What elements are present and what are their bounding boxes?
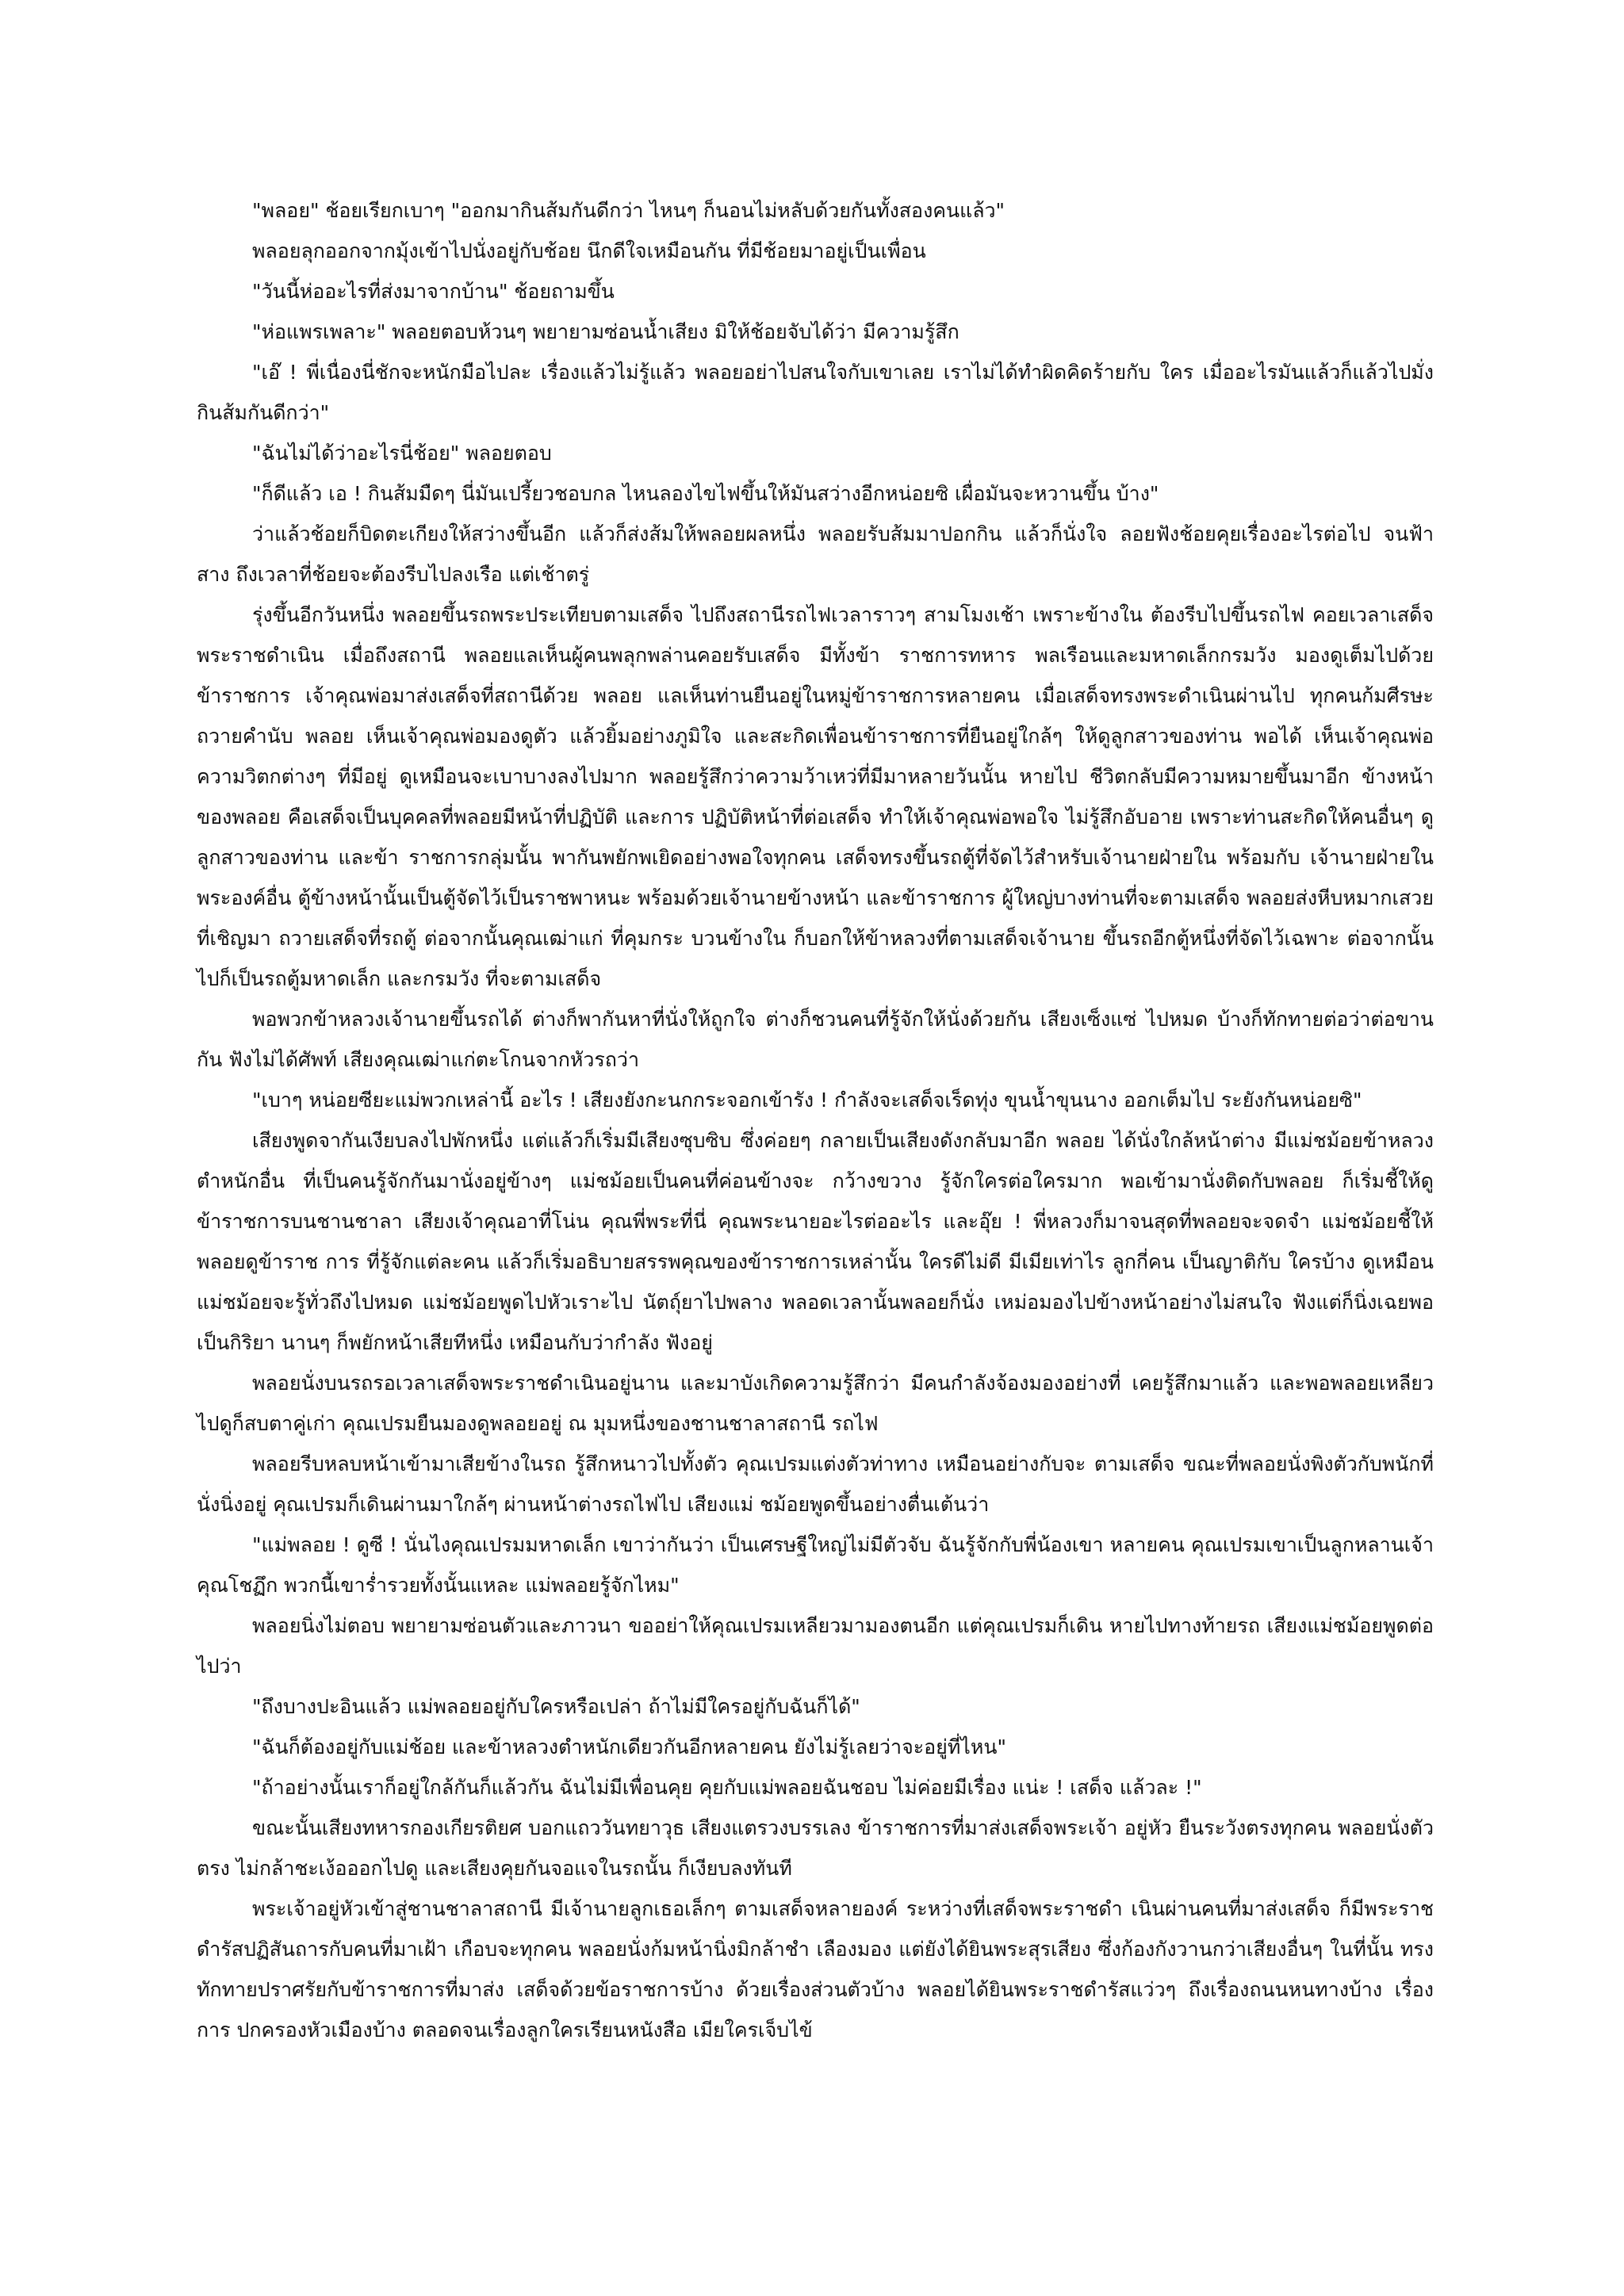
paragraph-11: "เบาๆ หน่อยซียะแม่พวกเหล่านี้ อะไร ! เสียงยังกะนกกระจอกเข้ารัง ! กำลังจะเสด็จเร็ดทุ่ง ขุนน้ำขุนนาง ออกเต็มไป ระยังกันหน่อยซิ" [252,1089,1362,1112]
paragraph-5: "เอ๊ ! พี่เนื่องนี่ชักจะหนักมือไปละ เรื่องแล้วไม่รู้แล้ว พลอยอย่าไปสนใจกับเขาเลย เราไม่ได้ทำผิดคิดร้ายกับ ใคร เมื่ออะไรมันแล้วก็แล้วไปมั่ง กินส้มกันดีกว่า" [197,361,1434,424]
paragraph-16: พลอยนิ่งไม่ตอบ พยายามซ่อนตัวและภาวนา ขออย่าให้คุณเปรมเหลียวมามองตนอีก แต่คุณเปรมก็เดิน หายไปทางท้ายรถ เสียงแม่ชม้อยพูดต่อไปว่า [197,1614,1434,1678]
paragraph-14: พลอยรีบหลบหน้าเข้ามาเสียข้างในรถ รู้สึกหนาวไปทั้งตัว คุณเปรมแต่งตัวท่าทาง เหมือนอย่างกับจะ ตามเสด็จ ขณะที่พลอยนั่งพิงตัวกับพนักที่นั่งนิ่งอยู่ คุณเปรมก็เดินผ่านมาใกล้ๆ ผ่านหน้าต่างรถไฟไป เสียงแม่ ชม้อยพูดขึ้นอย่างตื่นเต้นว่า [197,1452,1434,1516]
paragraph-4: "ห่อแพรเพลาะ" พลอยตอบห้วนๆ พยายามซ่อนน้ำเสียง มิให้ช้อยจับได้ว่า มีความรู้สึก [252,320,959,343]
document-page [197,190,1434,2050]
paragraph-12: เสียงพูดจากันเงียบลงไปพักหนึ่ง แต่แล้วก็เริ่มมีเสียงซุบซิบ ซึ่งค่อยๆ กลายเป็นเสียงดังกลับมาอีก พลอย ได้นั่งใกล้หน้าต่าง มีแม่ชม้อยข้าหลวงตำหนักอื่น ที่เป็นคนรู้จักกันมานั่งอยู่ข้างๆ แม่ชม้อยเป็นคนที่ค่อนข้างจะ กว้างขวาง รู้จักใครต่อใครมาก พอเข้ามานั่งติดกับพลอย ก็เริ่มชี้ให้ดูข้าราชการบนชานชาลา เสียงเจ้าคุณอาที่โน่น คุณพี่พระที่นี่ คุณพระนายอะไรต่ออะไร และอุ๊ย ! พี่หลวงก็มาจนสุดที่พลอยจะจดจำ แม่ชม้อยชี้ให้พลอยดูข้าราช การ ที่รู้จักแต่ละคน แล้วก็เริ่มอธิบายสรรพคุณของข้าราชการเหล่านั้น ใครดีไม่ดี มีเมียเท่าไร ลูกกี่คน เป็นญาติกับ ใครบ้าง ดูเหมือนแม่ชม้อยจะรู้ทั่วถึงไปหมด แม่ชม้อยพูดไปหัวเราะไป นัตถุ์ยาไปพลาง พลอดเวลานั้นพลอยก็นั่ง เหม่อมองไปข้างหน้าอย่างไม่สนใจ ฟังแต่ก็นิ่งเฉยพอเป็นกิริยา นานๆ ก็พยักหน้าเสียทีหนึ่ง เหมือนกับว่ากำลัง ฟังอยู่ [197,1129,1434,1354]
paragraph-13: พลอยนั่งบนรถรอเวลาเสด็จพระราชดำเนินอยู่นาน และมาบังเกิดความรู้สึกว่า มีคนกำลังจ้องมองอย่างที่ เคยรู้สึกมาแล้ว และพอพลอยเหลียวไปดูก็สบตาคู่เก่า คุณเปรมยืนมองดูพลอยอยู่ ณ มุมหนึ่งของชานชาลาสถานี รถไฟ [197,1372,1434,1435]
paragraph-8: ว่าแล้วช้อยก็บิดตะเกียงให้สว่างขึ้นอีก แล้วก็ส่งส้มให้พลอยผลหนึ่ง พลอยรับส้มมาปอกกิน แล้วก็นั่งใจ ลอยฟังช้อยคุยเรื่องอะไรต่อไป จนฟ้าสาง ถึงเวลาที่ช้อยจะต้องรีบไปลงเรือ แต่เช้าตรู่ [197,522,1434,586]
paragraph-6: "ฉันไม่ได้ว่าอะไรนี่ช้อย" พลอยตอบ [252,442,552,465]
paragraph-17: "ถึงบางปะอินแล้ว แม่พลอยอยู่กับใครหรือเปล่า ถ้าไม่มีใครอยู่กับฉันก็ได้" [252,1695,860,1718]
paragraph-20: ขณะนั้นเสียงทหารกองเกียรติยศ บอกแถววันทยาวุธ เสียงแตรวงบรรเลง ข้าราชการที่มาส่งเสด็จพระเจ้า อยู่หัว ยืนระวังตรงทุกคน พลอยนั่งตัวตรง ไม่กล้าชะเง้อออกไปดู และเสียงคุยกันจอแจในรถนั้น ก็เงียบลงทันที [197,1816,1434,1880]
paragraph-15: "แม่พลอย ! ดูซี ! นั่นไงคุณเปรมมหาดเล็ก เขาว่ากันว่า เป็นเศรษฐีใหญ่ไม่มีตัวจับ ฉันรู้จักกับพี่น้องเขา หลายคน คุณเปรมเขาเป็นลูกหลานเจ้าคุณโชฏึก พวกนี้เขาร่ำรวยทั้งนั้นแหละ แม่พลอยรู้จักไหม" [197,1533,1434,1597]
paragraph-1: "พลอย" ช้อยเรียกเบาๆ "ออกมากินส้มกันดีกว่า ไหนๆ ก็นอนไม่หลับด้วยกันทั้งสองคนแล้ว" [252,199,1005,222]
paragraph-21: พระเจ้าอยู่หัวเข้าสู่ชานชาลาสถานี มีเจ้านายลูกเธอเล็กๆ ตามเสด็จหลายองค์ ระหว่างที่เสด็จพระราชดำ เนินผ่านคนที่มาส่งเสด็จ ก็มีพระราชดำรัสปฏิสันถารกับคนที่มาเฝ้า เกือบจะทุกคน พลอยนั่งก้มหน้านิ่งมิกล้าชำ เลืองมอง แต่ยังได้ยินพระสุรเสียง ซึ่งก้องกังวานกว่าเสียงอื่นๆ ในที่นั้น ทรงทักทายปราศรัยกับข้าราชการที่มาส่ง เสด็จด้วยข้อราชการบ้าง ด้วยเรื่องส่วนตัวบ้าง พลอยได้ยินพระราชดำรัสแว่วๆ ถึงเรื่องถนนหนทางบ้าง เรื่องการ ปกครองหัวเมืองบ้าง ตลอดจนเรื่องลูกใครเรียนหนังสือ เมียใครเจ็บไข้ [197,1897,1434,2042]
paragraph-7: "ก็ดีแล้ว เอ ! กินส้มมืดๆ นี่มันเปรี้ยวชอบกล ไหนลองไขไฟขึ้นให้มันสว่างอีกหน่อยซิ เผื่อมันจะหวานขึ้น บ้าง" [252,482,1159,505]
paragraph-2: พลอยลุกออกจากมุ้งเข้าไปนั่งอยู่กับช้อย นึกดีใจเหมือนกัน ที่มีช้อยมาอยู่เป็นเพื่อน [252,239,926,262]
paragraph-3: "วันนี้ห่ออะไรที่ส่งมาจากบ้าน" ช้อยถามขึ้น [252,280,615,303]
paragraph-10: พอพวกข้าหลวงเจ้านายขึ้นรถได้ ต่างก็พากันหาที่นั่งให้ถูกใจ ต่างก็ชวนคนที่รู้จักให้นั่งด้วยกัน เสียงเซ็งแซ่ ไปหมด บ้างก็ทักทายต่อว่าต่อขานกัน ฟังไม่ได้ศัพท์ เสียงคุณเฒ่าแก่ตะโกนจากหัวรถว่า [197,1008,1434,1071]
paragraph-19: "ถ้าอย่างนั้นเราก็อยู่ใกล้กันก็แล้วกัน ฉันไม่มีเพื่อนคุย คุยกับแม่พลอยฉันชอบ ไม่ค่อยมีเรื่อง แน่ะ ! เสด็จ แล้วละ !" [252,1776,1202,1799]
paragraph-9: รุ่งขึ้นอีกวันหนึ่ง พลอยขึ้นรถพระประเทียบตามเสด็จ ไปถึงสถานีรถไฟเวลาราวๆ สามโมงเช้า เพราะข้างใน ต้องรีบไปขึ้นรถไฟ คอยเวลาเสด็จพระราชดำเนิน เมื่อถึงสถานี พลอยแลเห็นผู้คนพลุกพล่านคอยรับเสด็จ มีทั้งข้า ราชการทหาร พลเรือนและมหาดเล็กกรมวัง มองดูเต็มไปด้วยข้าราชการ เจ้าคุณพ่อมาส่งเสด็จที่สถานีด้วย พลอย แลเห็นท่านยืนอยู่ในหมู่ข้าราชการหลายคน เมื่อเสด็จทรงพระดำเนินผ่านไป ทุกคนก้มศีรษะถวายคำนับ พลอย เห็นเจ้าคุณพ่อมองดูตัว แล้วยิ้มอย่างภูมิใจ และสะกิดเพื่อนข้าราชการที่ยืนอยู่ใกล้ๆ ให้ดูลูกสาวของท่าน พอได้ เห็นเจ้าคุณพ่อความวิตกต่างๆ ที่มีอยู่ ดูเหมือนจะเบาบางลงไปมาก พลอยรู้สึกว่าความว้าเหว่ที่มีมาหลายวันนั้น หายไป ชีวิตกลับมีความหมายขึ้นมาอีก ข้างหน้าของพลอย คือเสด็จเป็นบุคคลที่พลอยมีหน้าที่ปฏิบัติ และการ ปฏิบัติหน้าที่ต่อเสด็จ ทำให้เจ้าคุณพ่อพอใจ ไม่รู้สึกอับอาย เพราะท่านสะกิดให้คนอื่นๆ ดูลูกสาวของท่าน และข้า ราชการกลุ่มนั้น พากันพยักพเยิดอย่างพอใจทุกคน เสด็จทรงขึ้นรถตู้ที่จัดไว้สำหรับเจ้านายฝ่ายใน พร้อมกับ เจ้านายฝ่ายในพระองค์อื่น ตู้ข้างหน้านั้นเป็นตู้จัดไว้เป็นราชพาหนะ พร้อมด้วยเจ้านายข้างหน้า และข้าราชการ ผู้ใหญ่บางท่านที่จะตามเสด็จ พลอยส่งหีบหมากเสวยที่เชิญมา ถวายเสด็จที่รถตู้ ต่อจากนั้นคุณเฒ่าแก่ ที่คุมกระ บวนข้างใน ก็บอกให้ข้าหลวงที่ตามเสด็จเจ้านาย ขึ้นรถอีกตู้หนึ่งที่จัดไว้เฉพาะ ต่อจากนั้นไปก็เป็นรถตู้มหาดเล็ก และกรมวัง ที่จะตามเสด็จ [197,603,1434,990]
paragraph-18: "ฉันก็ต้องอยู่กับแม่ช้อย และข้าหลวงตำหนักเดียวกันอีกหลายคน ยังไม่รู้เลยว่าจะอยู่ที่ไหน" [252,1735,1006,1758]
